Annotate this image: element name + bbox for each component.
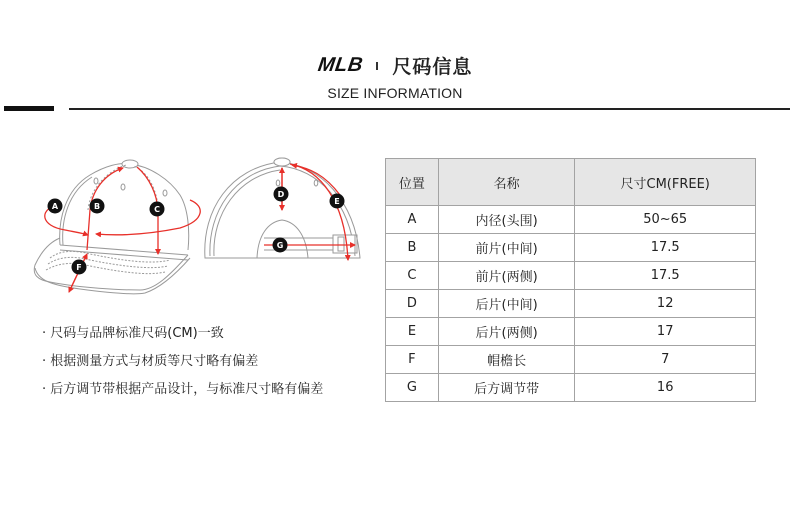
- page-header: [0, 0, 790, 120]
- size-notes: [42, 322, 362, 406]
- cell-position: C: [386, 262, 439, 290]
- cap-diagram: [20, 150, 365, 305]
- note-item: · 后方调节带根据产品设计，与标准尺寸略有偏差: [42, 382, 324, 397]
- cell-name: 后片(中间): [438, 290, 575, 318]
- cell-name: 前片(两侧): [438, 262, 575, 290]
- cell-size: 12: [575, 290, 756, 318]
- marker-b: B: [93, 202, 101, 211]
- header-accent-bar: [4, 106, 54, 111]
- cell-position: G: [386, 374, 439, 402]
- table-row: [386, 374, 756, 402]
- cell-position: F: [386, 346, 439, 374]
- cell-name: 内径(头围): [438, 206, 575, 234]
- size-table: [385, 158, 756, 402]
- front-measurements: [45, 167, 200, 292]
- cell-size: 17.5: [575, 262, 756, 290]
- table-row: [386, 262, 756, 290]
- cell-name: 后方调节带: [438, 374, 575, 402]
- cell-name: 帽檐长: [438, 346, 575, 374]
- cap-measurement-illustration: [20, 150, 365, 305]
- cell-name: 后片(两侧): [438, 318, 575, 346]
- header-size: 尺寸CM(FREE): [575, 159, 756, 206]
- table-row: [386, 346, 756, 374]
- cell-position: B: [386, 234, 439, 262]
- table-row: [386, 290, 756, 318]
- front-cap-view: [34, 160, 190, 294]
- marker-c: C: [154, 205, 160, 214]
- page-subtitle: SIZE INFORMATION: [327, 85, 463, 101]
- header-name: 名称: [438, 159, 575, 206]
- cell-name: 前片(中间): [438, 234, 575, 262]
- marker-g: G: [276, 241, 284, 250]
- cell-position: E: [386, 318, 439, 346]
- table-row: [386, 318, 756, 346]
- table-row: [386, 234, 756, 262]
- marker-d: D: [277, 190, 285, 199]
- note-item: · 根据测量方式与材质等尺寸略有偏差: [42, 354, 259, 369]
- marker-f: F: [76, 263, 82, 272]
- cell-position: A: [386, 206, 439, 234]
- header-rule: [69, 108, 790, 110]
- title-row: [0, 52, 790, 82]
- title-divider: [376, 62, 378, 70]
- cell-size: 7: [575, 346, 756, 374]
- page-title: 尺码信息: [392, 56, 473, 78]
- cell-size: 17: [575, 318, 756, 346]
- cell-size: 50~65: [575, 206, 756, 234]
- marker-a: A: [51, 202, 59, 211]
- table-header-row: [386, 159, 756, 206]
- cell-size: 17.5: [575, 234, 756, 262]
- marker-e: E: [334, 197, 340, 206]
- cell-position: D: [386, 290, 439, 318]
- header-position: 位置: [386, 159, 439, 206]
- brand-logo: MLB: [316, 54, 365, 76]
- table-row: [386, 206, 756, 234]
- cell-size: 16: [575, 374, 756, 402]
- note-item: · 尺码与品牌标准尺码(CM)一致: [42, 326, 224, 341]
